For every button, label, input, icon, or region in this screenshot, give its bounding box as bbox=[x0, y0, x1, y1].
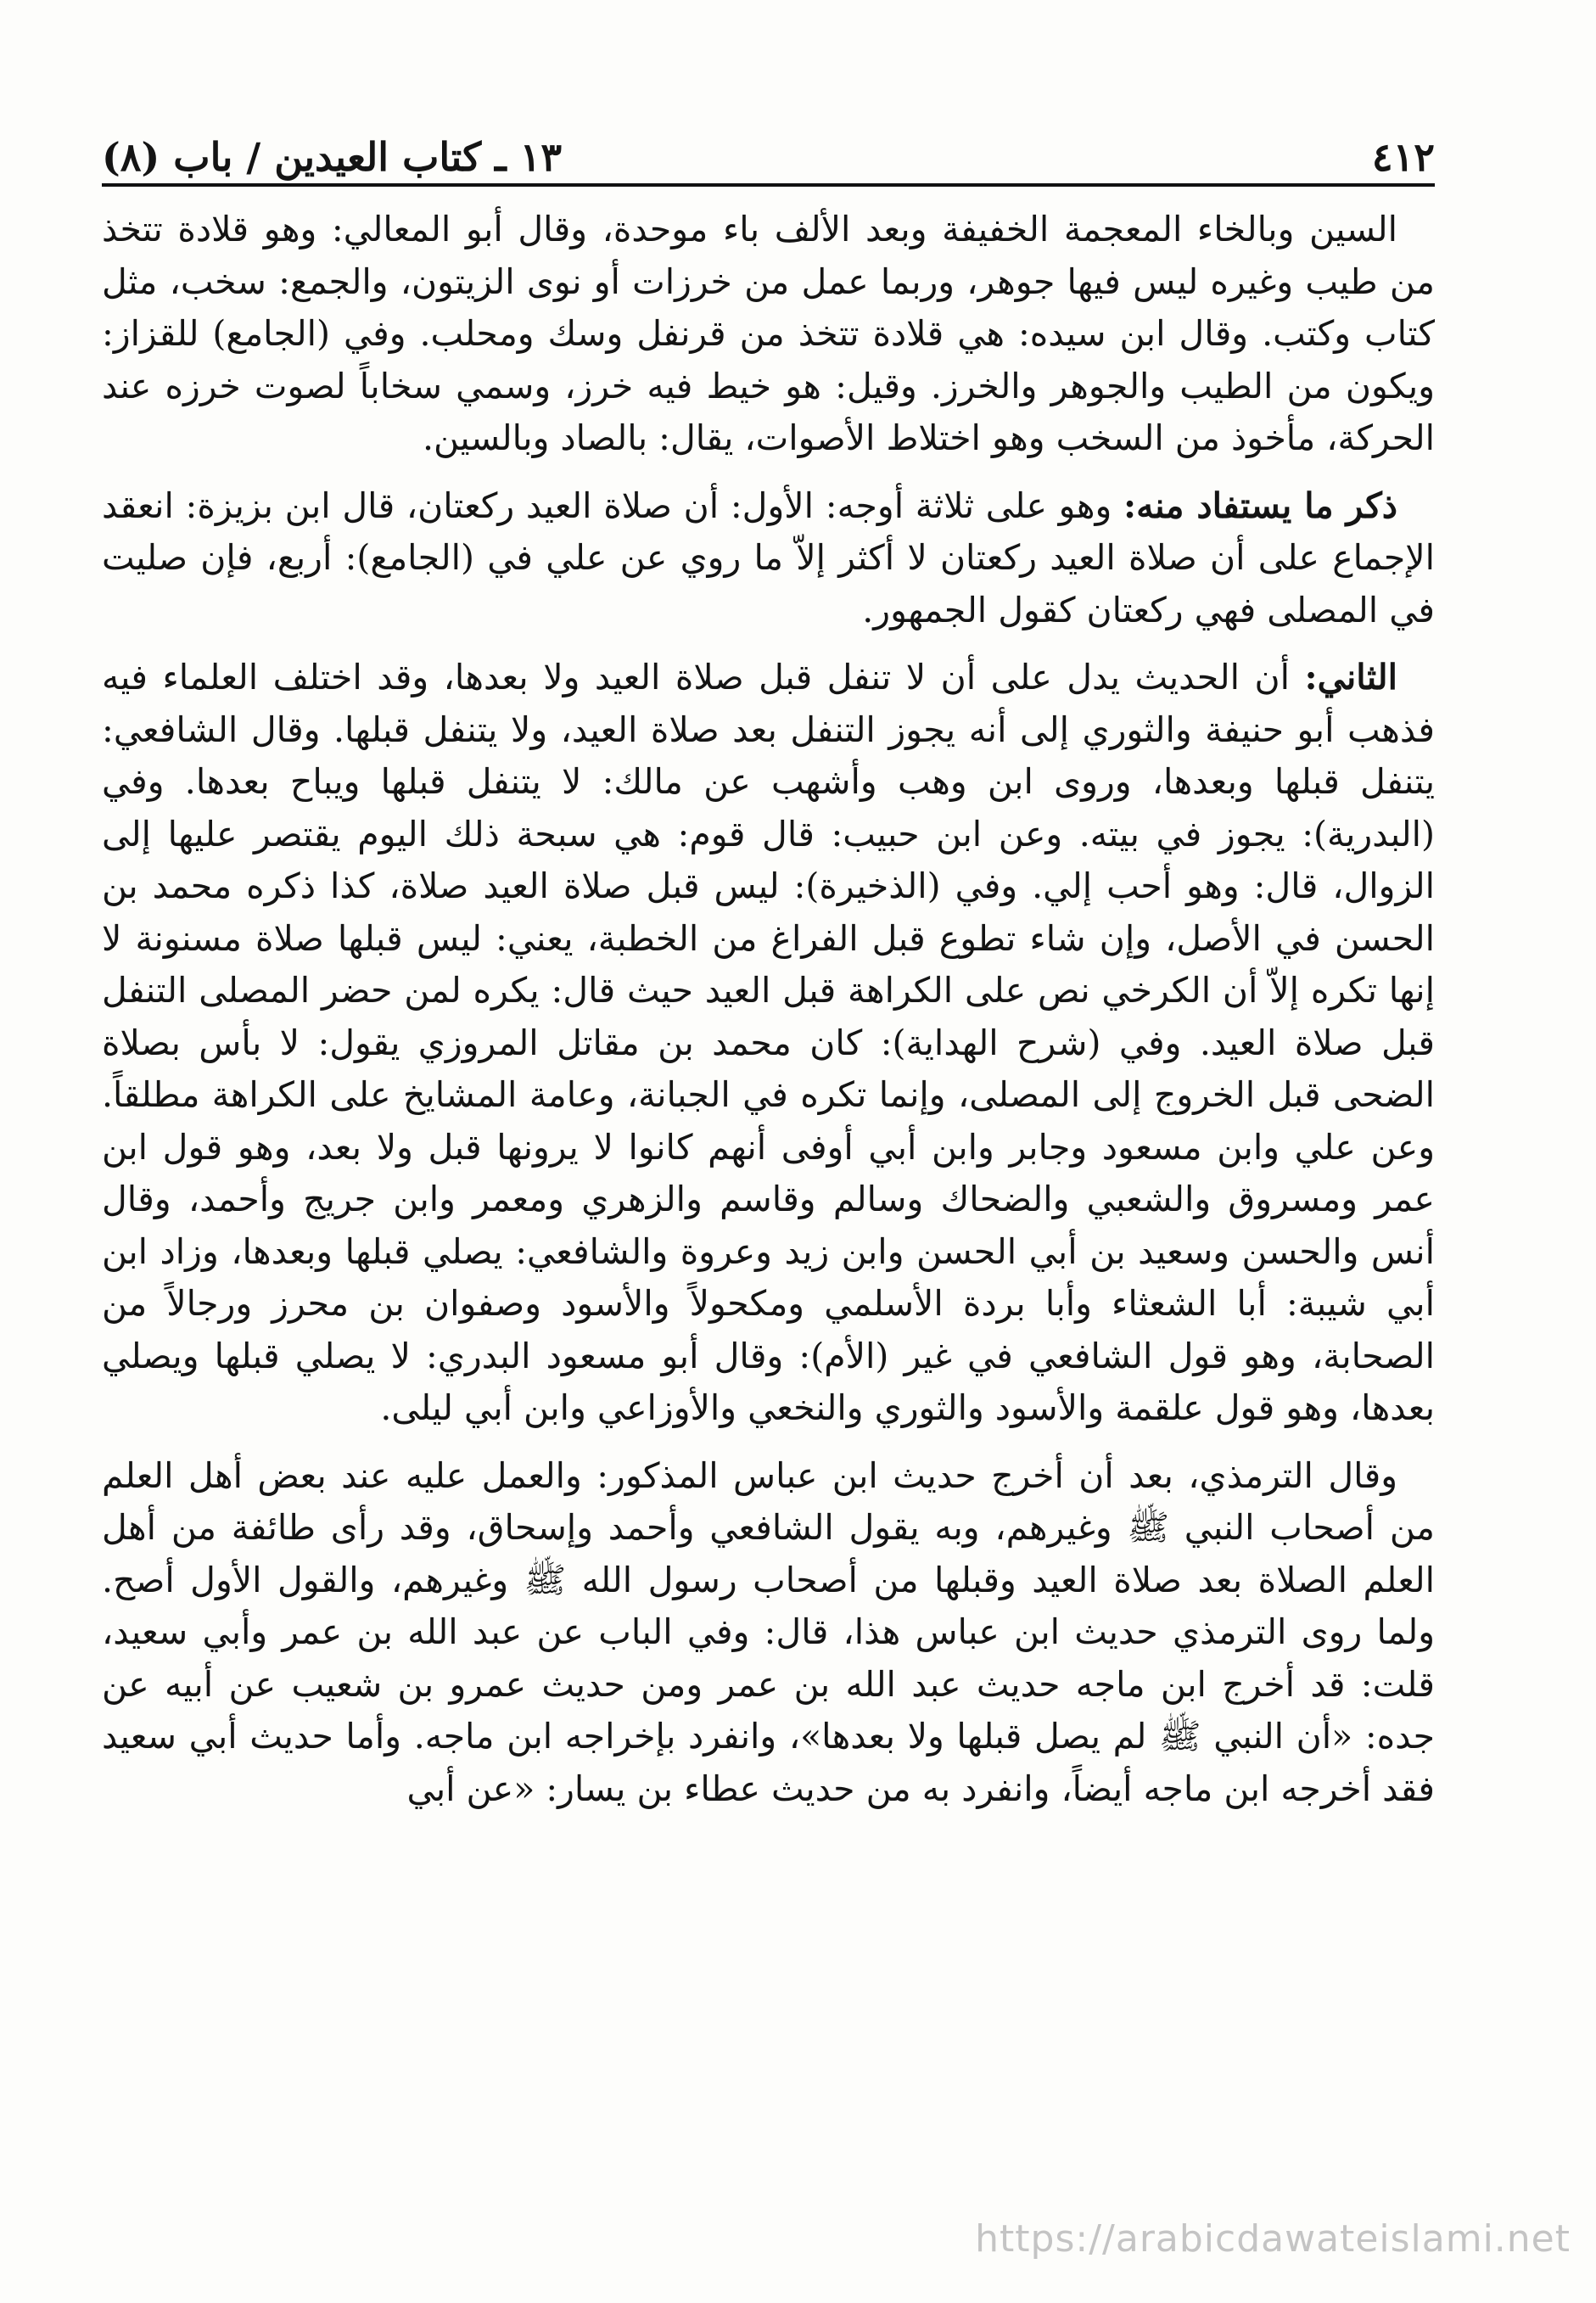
paragraph bbox=[102, 480, 1435, 637]
page-body bbox=[102, 204, 1435, 1830]
paragraph-text: السين وبالخاء المعجمة الخفيفة وبعد الألف باء موحدة، وقال أبو المعالي: وهو قلادة تتخذ من طيب وغيره ليس فيها جوهر، وربما عمل من خرزات أو نوى الزيتون، والجمع: سخب، مثل كتاب وكتب. وقال ابن سيده: هي قلادة تتخذ من قرنفل وسك ومحلب. وفي (الجامع) للقزاز: ويكون من الطيب والجوهر والخرز. وقيل: هو خيط فيه خرز، وسمي سخاباً لصوت خرزه عند الحركة، مأخوذ من السخب وهو اختلاط الأصوات، يقال: بالصاد وبالسين. bbox=[102, 209, 1435, 458]
paragraph-text: وهو على ثلاثة أوجه: الأول: أن صلاة العيد ركعتان، قال ابن بزيزة: انعقد الإجماع على أن صلاة العيد ركعتان لا أكثر إلاّ ما روي عن علي في (الجامع): أربع، فإن صليت في المصلى فهي ركعتان كقول الجمهور. bbox=[102, 485, 1435, 630]
paragraph-text: أن الحديث يدل على أن لا تنفل قبل صلاة العيد ولا بعدها، وقد اختلف العلماء فيه فذهب أبو حنيفة والثوري إلى أنه يجوز التنفل بعد صلاة العيد، ولا يتنفل قبلها. وقال الشافعي: يتنفل قبلها وبعدها، وروى ابن وهب وأشهب عن مالك: لا يتنفل قبلها ويباح بعدها. وفي (البدرية): يجوز في بيته. وعن ابن حبيب: قال قوم: هي سبحة ذلك اليوم يقتصر عليها إلى الزوال، قال: وهو أحب إلي. وفي (الذخيرة): ليس قبل صلاة العيد صلاة، كذا ذكره محمد بن الحسن في الأصل، وإن شاء تطوع قبل الفراغ من الخطبة، يعني: ليس قبلها صلاة مسنونة لا إنها تكره إلاّ أن الكرخي نص على الكراهة قبل العيد حيث قال: يكره لمن حضر المصلى التنفل قبل صلاة العيد. وفي (شرح الهداية): كان محمد بن مقاتل المروزي يقول: لا بأس بصلاة الضحى قبل الخروج إلى المصلى، وإنما تكره في الجبانة، وعامة المشايخ على الكراهة مطلقاً. وعن علي وابن مسعود وجابر وابن أبي أوفى أنهم كانوا لا يرونها قبل ولا بعد، وهو قول ابن عمر ومسروق والشعبي والضحاك وسالم وقاسم والزهري ومعمر وابن جريج وأحمد، وقال أنس والحسن وسعيد بن أبي الحسن وابن زيد وعروة والشافعي: يصلي قبلها وبعدها، وزاد ابن أبي شيبة: أبا الشعثاء وأبا بردة الأسلمي ومكحولاً والأسود وصفوان بن محرز ورجالاً من الصحابة، وهو قول الشافعي في غير (الأم): وقال أبو مسعود البدري: لا يصلي قبلها ويصلي بعدها، وهو قول علقمة والأسود والثوري والنخعي والأوزاعي وابن أبي ليلى. bbox=[102, 657, 1436, 1428]
paragraph-heading: الثاني: bbox=[1304, 657, 1397, 698]
paragraph-text: وقال الترمذي، بعد أن أخرج حديث ابن عباس المذكور: والعمل عليه عند بعض أهل العلم من أصحاب النبي ﷺ وغيرهم، وبه يقول الشافعي وأحمد وإسحاق، وقد رأى طائفة من أهل العلم الصلاة بعد صلاة العيد وقبلها من أصحاب رسول الله ﷺ وغيرهم، والقول الأول أصح. ولما روى الترمذي حديث ابن عباس هذا، قال: وفي الباب عن عبد الله بن عمر وأبي سعيد، قلت: قد أخرج ابن ماجه حديث عبد الله بن عمر ومن حديث عمرو بن شعيب عن أبيه عن جده: «أن النبي ﷺ لم يصل قبلها ولا بعدها»، وانفرد بإخراجه ابن ماجه. وأما حديث أبي سعيد فقد أخرجه ابن ماجه أيضاً، وانفرد به من حديث عطاء بن يسار: «عن أبي bbox=[102, 1454, 1435, 1809]
book-page bbox=[102, 102, 1435, 2269]
page-header bbox=[102, 120, 1435, 180]
paragraph-heading: ذكر ما يستفاد منه: bbox=[1123, 485, 1397, 526]
paragraph bbox=[102, 204, 1435, 465]
watermark-url: https://arabicdawateislami.net bbox=[975, 2217, 1571, 2261]
page-number: ٤١٢ bbox=[1371, 134, 1435, 180]
paragraph bbox=[102, 652, 1435, 1435]
header-divider bbox=[102, 183, 1435, 187]
chapter-title: ١٣ ـ كتاب العيدين / باب (٨) bbox=[102, 134, 563, 180]
paragraph bbox=[102, 1450, 1435, 1816]
